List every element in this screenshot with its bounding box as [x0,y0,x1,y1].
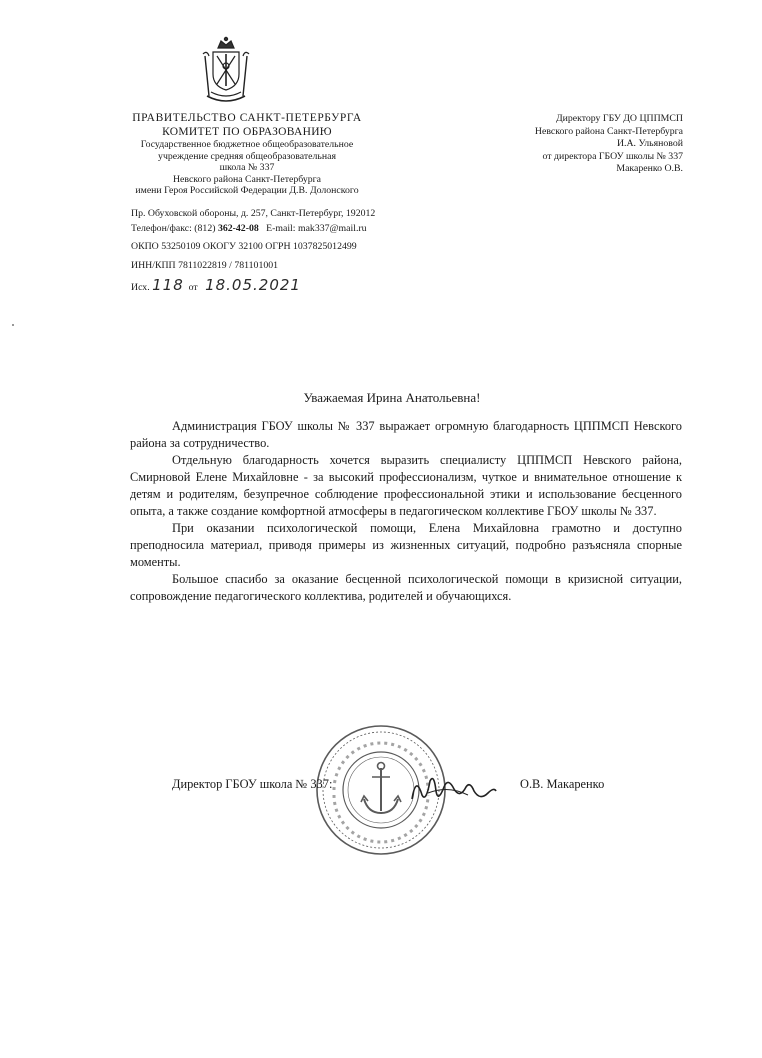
contacts-block [131,207,375,292]
signature-title: Директор ГБОУ школа № 337: [172,777,333,791]
signatory-name: О.В. Макаренко [520,777,605,791]
from-label: от [188,281,198,293]
institution-line: учреждение средняя общеобразовательная [158,150,336,162]
salutation: Уважаемая Ирина Анатольевна! [303,390,481,405]
codes-line: ОКПО 53250109 ОКОГУ 32100 ОГРН 1037825012499 [131,241,357,253]
body-paragraph: Отдельную благодарность хочется выразить специалисту ЦППМСП Невского района, Смирновой Елене Михайловне - за высокий профессионализм, чуткое и внимательное отношение к детям и родителям, безупречное соблюдение профессиональной этики и использование бесценного опыта, а также создание комфортной атмосферы в педагогическом коллективе ГБОУ школы № 337. [130,452,682,518]
letterhead [112,112,382,197]
institution-line: школа № 337 [219,162,275,174]
institution-line: Государственное бюджетное общеобразовательное [140,139,354,151]
coat-of-arms-icon [199,36,253,106]
address-line: Пр. Обуховской обороны, д. 257, Санкт-Петербург, 192012 [131,208,376,219]
addressee-line: Макаренко О.В. [616,163,683,175]
institution-line: Невского района Санкт-Петербурга [172,173,322,185]
committee-title: КОМИТЕТ ПО ОБРАЗОВАНИЮ [162,125,332,138]
outgoing-number: 118 [152,275,184,294]
addressee-line: от директора ГБОУ школы № 337 [542,150,683,162]
outgoing-date: 18.05.2021 [205,275,301,294]
outgoing-label: Исх. [131,281,150,293]
body-paragraph: Большое спасибо за оказание бесценной психологической помощи в кризисной ситуации, сопровождение педагогического коллектива, родителей и обучающихся. [130,571,682,603]
addressee-line: И.А. Ульяновой [616,138,683,150]
addressee-block [535,113,683,176]
email-text: E-mail: mak337@mail.ru [266,222,367,234]
body-paragraph: Администрация ГБОУ школы № 337 выражает огромную благодарность ЦППМСП Невского района за сотрудничество. [130,419,682,450]
phone-label: Телефон/факс: (812) [131,222,218,234]
addressee-line: Невского района Санкт-Петербурга [534,125,683,137]
phone-number: 362-42-08 [217,222,259,234]
letter-body [130,418,682,605]
addressee-line: Директору ГБУ ДО ЦППМСП [555,113,683,124]
outgoing-number-line [131,274,375,292]
institution-line: имени Героя Российской Федерации Д.В. Долонского [135,185,359,197]
phone-email-line [131,222,375,237]
scan-speck [12,324,14,326]
inn-line: ИНН/КПП 7811022819 / 781101001 [131,260,279,272]
body-paragraph: При оказании психологической помощи, Елена Михайловна грамотно и доступно преподносила материал, приводя примеры из жизненных ситуаций, подробно разъясняла спорные моменты. [130,520,682,569]
government-title: ПРАВИТЕЛЬСТВО САНКТ-ПЕТЕРБУРГА [132,112,362,124]
handwritten-signature [408,769,498,809]
